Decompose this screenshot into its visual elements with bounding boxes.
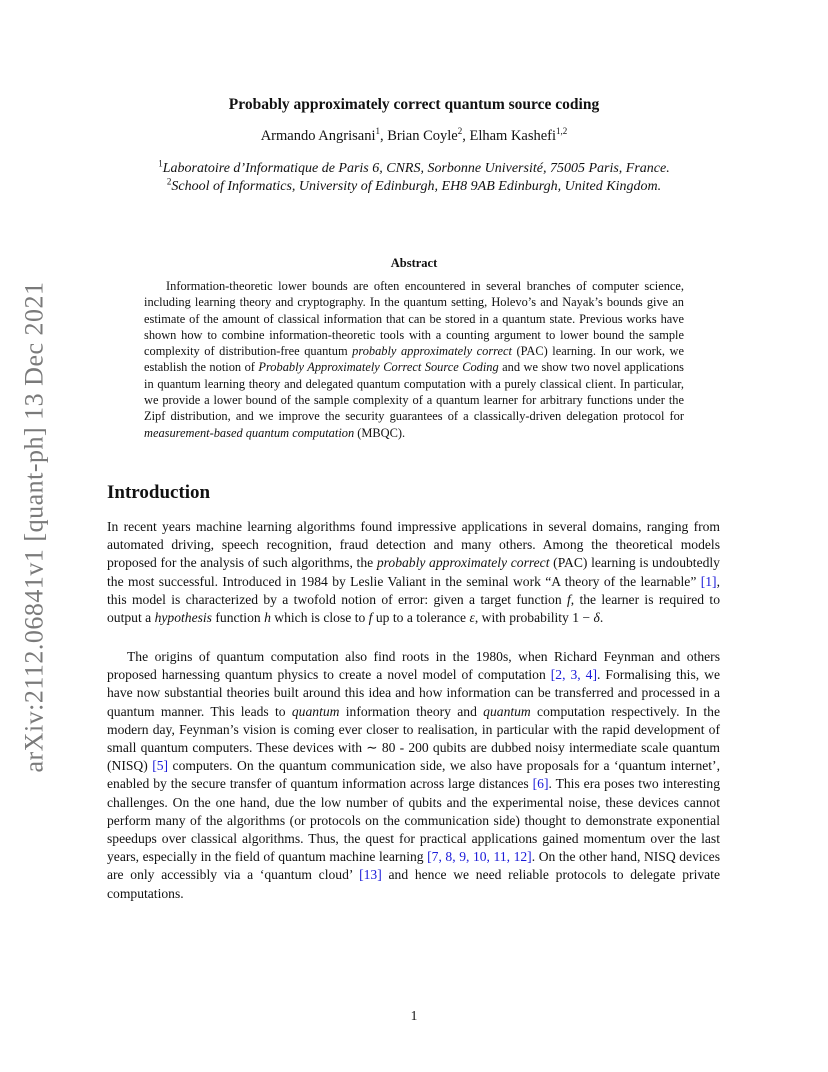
citation-link[interactable]: [2, 3, 4] [550,667,597,683]
citation-link[interactable]: [5] [152,758,169,774]
intro-paragraph-2 [107,648,720,903]
body-text: computers. On the quantum communication side, we also have proposals for a ‘quantum internet’, enabled by the secure transfer of quantum information across large distances [107,758,720,792]
affiliation-text: School of Informatics, University of Edinburgh, EH8 9AB Edinburgh, United Kingdom. [171,179,662,194]
author-affiliation-mark: 1 [375,126,380,137]
body-emphasis: hypothesis [154,610,212,626]
math-symbol: f [566,591,571,607]
citation-link[interactable]: [1] [700,573,717,589]
math-symbol: f [368,610,373,626]
body-text: and hence we need reliable protocols to delegate private computations. [107,867,720,901]
abstract-text: and we show two novel applications in quantum learning theory and delegated quantum computation with a purely classical client. In particular, we provide a lower bound of the sample complexity of a quantum learner for arbitrary functions under the Zipf distribution, and we improve the security guarantees of a classically-driven delegation protocol for [144,360,685,424]
body-emphasis: quantum [483,703,531,719]
abstract-emphasis: measurement-based quantum computation [144,425,355,440]
arxiv-stamp-text: arXiv:2112.06841v1 [quant-ph] 13 Dec 2021 [20,281,49,773]
citation-link[interactable]: [13] [359,867,382,883]
author-affiliation-mark: 1,2 [556,126,568,137]
body-text: up to a tolerance [372,610,470,626]
affiliation-mark: 1 [158,158,163,169]
body-text: , the learner is required to output a [107,591,720,626]
citation-link[interactable]: [6] [532,776,549,792]
body-text: , with probability 1 − [474,610,594,626]
author-name: Elham Kashefi [469,128,557,144]
abstract-text: (PAC) learning. In our work, we establish the notion of [144,344,684,375]
abstract-heading: Abstract [390,256,438,270]
affiliation-text: Laboratoire d’Informatique de Paris 6, CNRS, Sorbonne Université, 75005 Paris, France. [162,161,670,176]
abstract-text: Information-theoretic lower bounds are often encountered in several branches of computer science, including learning theory and cryptography. In the quantum setting, Holevo’s and Nayak’s bounds give an estimate of the amount of classical information that can be stored in a quantum state. Previous works have shown how to combine information-theoretic tools with a counting argument to lower bound the sample complexity of distribution-free quantum [144,279,684,359]
body-emphasis: probably approximately correct [376,555,550,571]
intro-paragraph-1 [107,518,720,627]
body-text: . [599,610,604,626]
body-text: The origins of quantum computation also find roots in the 1980s, when Richard Feynman and others proposed harnessing quantum physics to create a novel model of computation [107,649,720,683]
math-symbol: δ [593,610,600,626]
body-text: which is close to [270,610,369,626]
body-text: , this model is characterized by a twofold notion of error: given a target function [107,573,720,607]
body-text: In recent years machine learning algorithms found impressive applications in several domains, ranging from automated driving, speech recognition, fraud detection and many others. Among the theoretical models proposed for the analysis of such algorithms, the [107,519,720,571]
affiliation-1 [0,158,828,177]
citation-link[interactable]: [7, 8, 9, 10, 11, 12] [427,849,532,865]
body-text: computation respectively. In the modern day, Feynman’s vision is coming ever closer to realisation, in particular with the rapid development of small quantum computers. These devices with ∼ 80 - 200 qubits are dubbed noisy intermediate scale quantum (NISQ) [107,703,720,774]
math-symbol: h [264,610,271,626]
body-text: . This era poses two interesting challenges. On the one hand, due the low number of qubits and the experimental noise, these devices cannot perform many of the algorithms (or protocols on the communication side) thought to demonstrate exponential speedups over classical algorithms. Thus, the quest for practical applications gained momentum over the last years, especially in the field of quantum machine learning [107,776,721,865]
body-text: function [211,610,265,626]
paper-title: Probably approximately correct quantum source coding [228,96,600,113]
body-text: information theory and [339,703,484,719]
abstract-body [144,278,684,441]
arxiv-stamp [20,272,50,782]
abstract-emphasis: Probably Approximately Correct Source Coding [258,360,499,375]
author-separator: , [462,128,470,144]
author-separator: , [379,128,388,144]
body-text: (PAC) learning is undoubtedly the most successful. Introduced in 1984 by Leslie Valiant in the seminal work “A theory of the learnable” [107,555,720,589]
author-list [0,128,828,145]
author-name: Armando Angrisani [260,128,376,144]
author-name: Brian Coyle [387,128,458,144]
section-heading-introduction: Introduction [107,482,211,503]
affiliation-2 [0,176,828,195]
abstract-emphasis: probably approximately correct [352,344,512,359]
abstract-text: (MBQC). [354,425,406,440]
body-text: . Formalising this, we have now substantial theories built around this idea and how information can be transferred and processed in a quantum manner. This leads to [107,667,720,719]
body-text: . On the other hand, NISQ devices are only accessibly via a ‘quantum cloud’ [107,849,720,883]
page-number: 1 [410,1008,418,1023]
math-symbol: ε [469,610,475,626]
body-emphasis: quantum [291,703,340,719]
author-affiliation-mark: 2 [457,126,463,137]
affiliation-mark: 2 [166,176,172,187]
